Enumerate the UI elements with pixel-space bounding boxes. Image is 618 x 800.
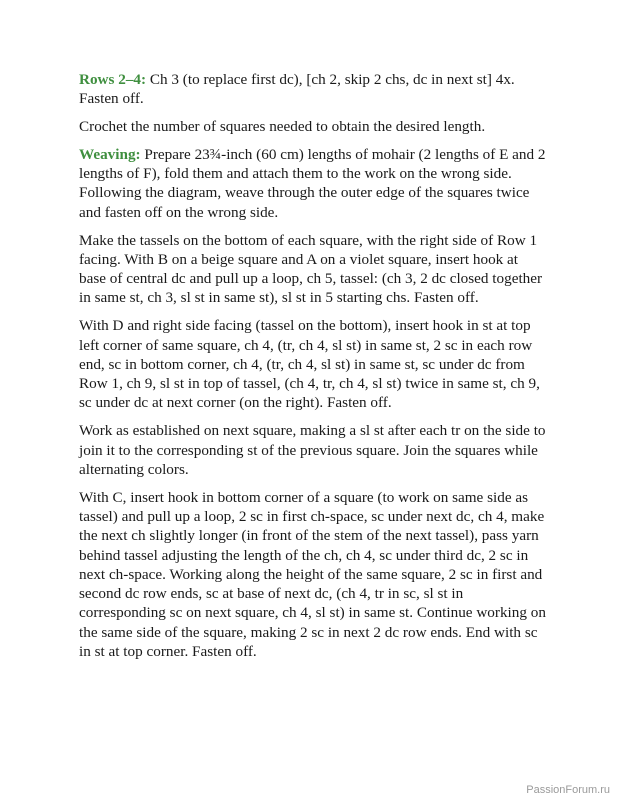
paragraph-tassels — [79, 231, 547, 308]
paragraph-text: With C, insert hook in bottom corner of a square (to work on same side as tassel) and pull up a loop, 2 sc in first ch-space, sc under next dc, ch 4, make the next ch slightly longer (in front of the stem of the next tassel), pass yarn behind tassel adjusting the length of the ch, ch 4, sc under third dc, 2 sc in next ch-space. Working along the height of the same square, 2 sc in first and second dc row ends, sc at base of next dc, (ch 4, tr in sc, sl st in corresponding sc on next square, ch 4, sl st) in same st. Continue working on the same side of the square, making 2 sc in next 2 dc row ends. End with sc in st at top corner. Fasten off. — [79, 488, 546, 661]
paragraph-length — [79, 117, 547, 136]
paragraph-border-d — [79, 316, 547, 412]
paragraph-text: With D and right side facing (tassel on the bottom), insert hook in st at top left corner of same square, ch 4, (tr, ch 4, sl st) in same st, 2 sc in each row end, sc in bottom corner, ch 4, (tr, ch 4, sl st) in same st, sc under dc from Row 1, ch 9, sl st in top of tassel, (ch 4, tr, ch 4, sl st) twice in same st, ch 9, sc under dc at next corner (on the right). Fasten off. — [79, 317, 540, 412]
paragraph-lead: Rows 2–4: — [79, 71, 147, 88]
paragraph-text: Ch 3 (to replace first dc), [ch 2, skip 2 chs, dc in next st] 4x. Fasten off. — [79, 71, 515, 108]
watermark: PassionForum.ru — [526, 784, 610, 796]
paragraph-lead: Weaving: — [79, 145, 141, 163]
paragraph-text: Prepare 23¾-inch (60 cm) lengths of mohair (2 lengths of E and 2 lengths of F), fold them and attach them to the work on the wrong side. Following the diagram, weave through the outer edge of the squares twice and fasten off on the wrong side. — [79, 145, 546, 221]
paragraph-weaving — [79, 145, 547, 222]
paragraph-border-c — [79, 488, 547, 662]
paragraph-rows-2-4 — [79, 70, 547, 109]
paragraph-text: Make the tassels on the bottom of each square, with the right side of Row 1 facing. With B on a beige square and A on a violet square, insert hook at base of central dc and pull up a loop, ch 5, tassel: (ch 3, 2 dc closed together in same st, ch 3, sl st in same st), sl st in 5 starting chs. Fasten off. — [79, 231, 543, 307]
paragraph-join-squares — [79, 421, 547, 479]
page-body — [79, 70, 547, 670]
paragraph-text: Crochet the number of squares needed to obtain the desired length. — [79, 118, 486, 136]
paragraph-text: Work as established on next square, making a sl st after each tr on the side to join it to the corresponding st of the previous square. Join the squares while alternating colors. — [79, 422, 546, 478]
